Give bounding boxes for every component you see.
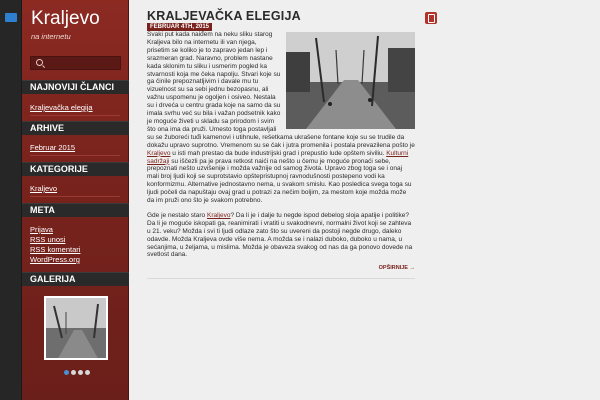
meta-link-login[interactable]: Prijava [30, 225, 53, 234]
post-text: Gde je nestalo staro [147, 211, 206, 219]
divider [30, 115, 120, 116]
divider [30, 155, 120, 156]
meta-link-rss-entries[interactable]: RSS unosi [30, 235, 66, 244]
archive-link[interactable]: Februar 2015 [30, 143, 76, 152]
gallery-dot[interactable] [85, 370, 90, 375]
divider [30, 196, 120, 197]
post-divider [147, 278, 415, 279]
widget-title-gallery: GALERIJA [22, 272, 129, 286]
widget-title-meta: META [22, 203, 129, 217]
site-description: na internetu [31, 32, 71, 41]
gallery-dot[interactable] [78, 370, 83, 375]
meta-links [30, 225, 80, 265]
search-icon[interactable] [36, 59, 43, 66]
sidebar [22, 0, 129, 400]
street-photo-thumbnail [46, 298, 108, 360]
kraljevo-link[interactable]: Kraljevo [207, 211, 231, 219]
translate-badge-icon[interactable] [5, 13, 17, 22]
widget-title-categories: KATEGORIJE [22, 162, 129, 176]
post-text: su iščezli pa je prava retkost naići na nešto u čemu je moguće pronaći sebe, prepoznati nešto uzvišenije i možda važnije od samog života. Upravo zbog toga se i onaj mali broj ljudi koji se suprotstavio opštepristupnoj ravnodušnosti postepeno vodi ka konformizmu. Alternative jednostavno nema, u svakom smislu. Kao posledica svega toga su ljudi počeli da napuštaju ovaj grad u potrazi za nečim boljim, za mestom koje možda može da im pruži ono što je svakom potrebno. [147, 157, 412, 205]
read-more-link[interactable]: OPŠIRNIJE → [378, 265, 415, 271]
culture-link[interactable]: Kulturni sadržaji [147, 149, 409, 165]
gallery-photo[interactable] [44, 296, 108, 360]
meta-link-rss-comments[interactable]: RSS komentari [30, 245, 81, 254]
gallery-pager [64, 362, 92, 380]
post-photo [286, 32, 415, 129]
post-date: FEBRUAR 4TH, 2015 [147, 23, 212, 31]
search-input[interactable] [30, 56, 121, 70]
document-icon[interactable] [425, 12, 437, 24]
post-text: u isti mah prestao da bude industrijski grad i prepustio lude opštem siviliu. [172, 149, 385, 157]
post-title[interactable]: KRALJEVAČKA ELEGIJA [147, 9, 301, 23]
post-text: ? Da li je i dalje tu negde ispod debelog sloja apatije i politike? Da li je moguće iskopati ga, reanimirati i vratiti u svakodnevni, normalni život koji se zahteva u 21. veku? Možda i svi ti ljudi odlaze zato što su uvereni da postoji negde drugo, daleko odavde. Možda Kraljeva ovde više nema. A možda se i nalazi duboko, duboko u nama, u sećanjima, u željama, u mislima. Možda je obaveza svakog od nas da ga ponovo dovede na svetlost dana. [147, 211, 413, 259]
post-text: Svaki put kada naiđem na neku sliku starog Kraljeva bilo na internetu ili van njega, prisetim se koliko je to zapravo jedan lep i srazmeran grad. Naravno, problem nastane kada sklonim tu sliku i usmerim pogled ka stvarnosti koja me čeka napolju. Stvari koje su ga činile prepoznatljivim i davale mu tu vizuelnost su sa sebi jednu bezopasnu, ali važnu uspomenu je ogoljen i osiveo. Nestala su i drveća u centru grada koje na samo da su imala svrhu već su bila i važan podsetnik kako je moguće živeti u skladu sa prirodom i svim što ona ima da pruži. Umesto toga postavljali su se žuboreći tuđi kamenovi i utihnule, rešetkama ukrašene fontane koje su se trudile da dokažu upravo suprotno. Vremenom su se čak i jutra promenila i postala prevazilena pošto je [147, 31, 415, 149]
left-toolbar-strip [0, 0, 22, 400]
main-content [147, 0, 415, 400]
street-photo [286, 32, 415, 129]
widget-title-recent: NAJNOVIJI ČLANCI [22, 80, 129, 94]
category-link[interactable]: Kraljevo [30, 184, 58, 193]
post-body [147, 31, 415, 266]
post-paragraph [147, 212, 415, 259]
widget-title-archive: ARHIVE [22, 121, 129, 135]
gallery-dot[interactable] [64, 370, 69, 375]
recent-post-link[interactable]: Kraljevačka elegija [30, 103, 93, 112]
gallery-dot[interactable] [71, 370, 76, 375]
site-title[interactable]: Kraljevo [31, 8, 100, 29]
kraljevo-link[interactable]: Kraljevo [147, 149, 171, 157]
meta-link-wordpress[interactable]: WordPress.org [30, 255, 80, 264]
